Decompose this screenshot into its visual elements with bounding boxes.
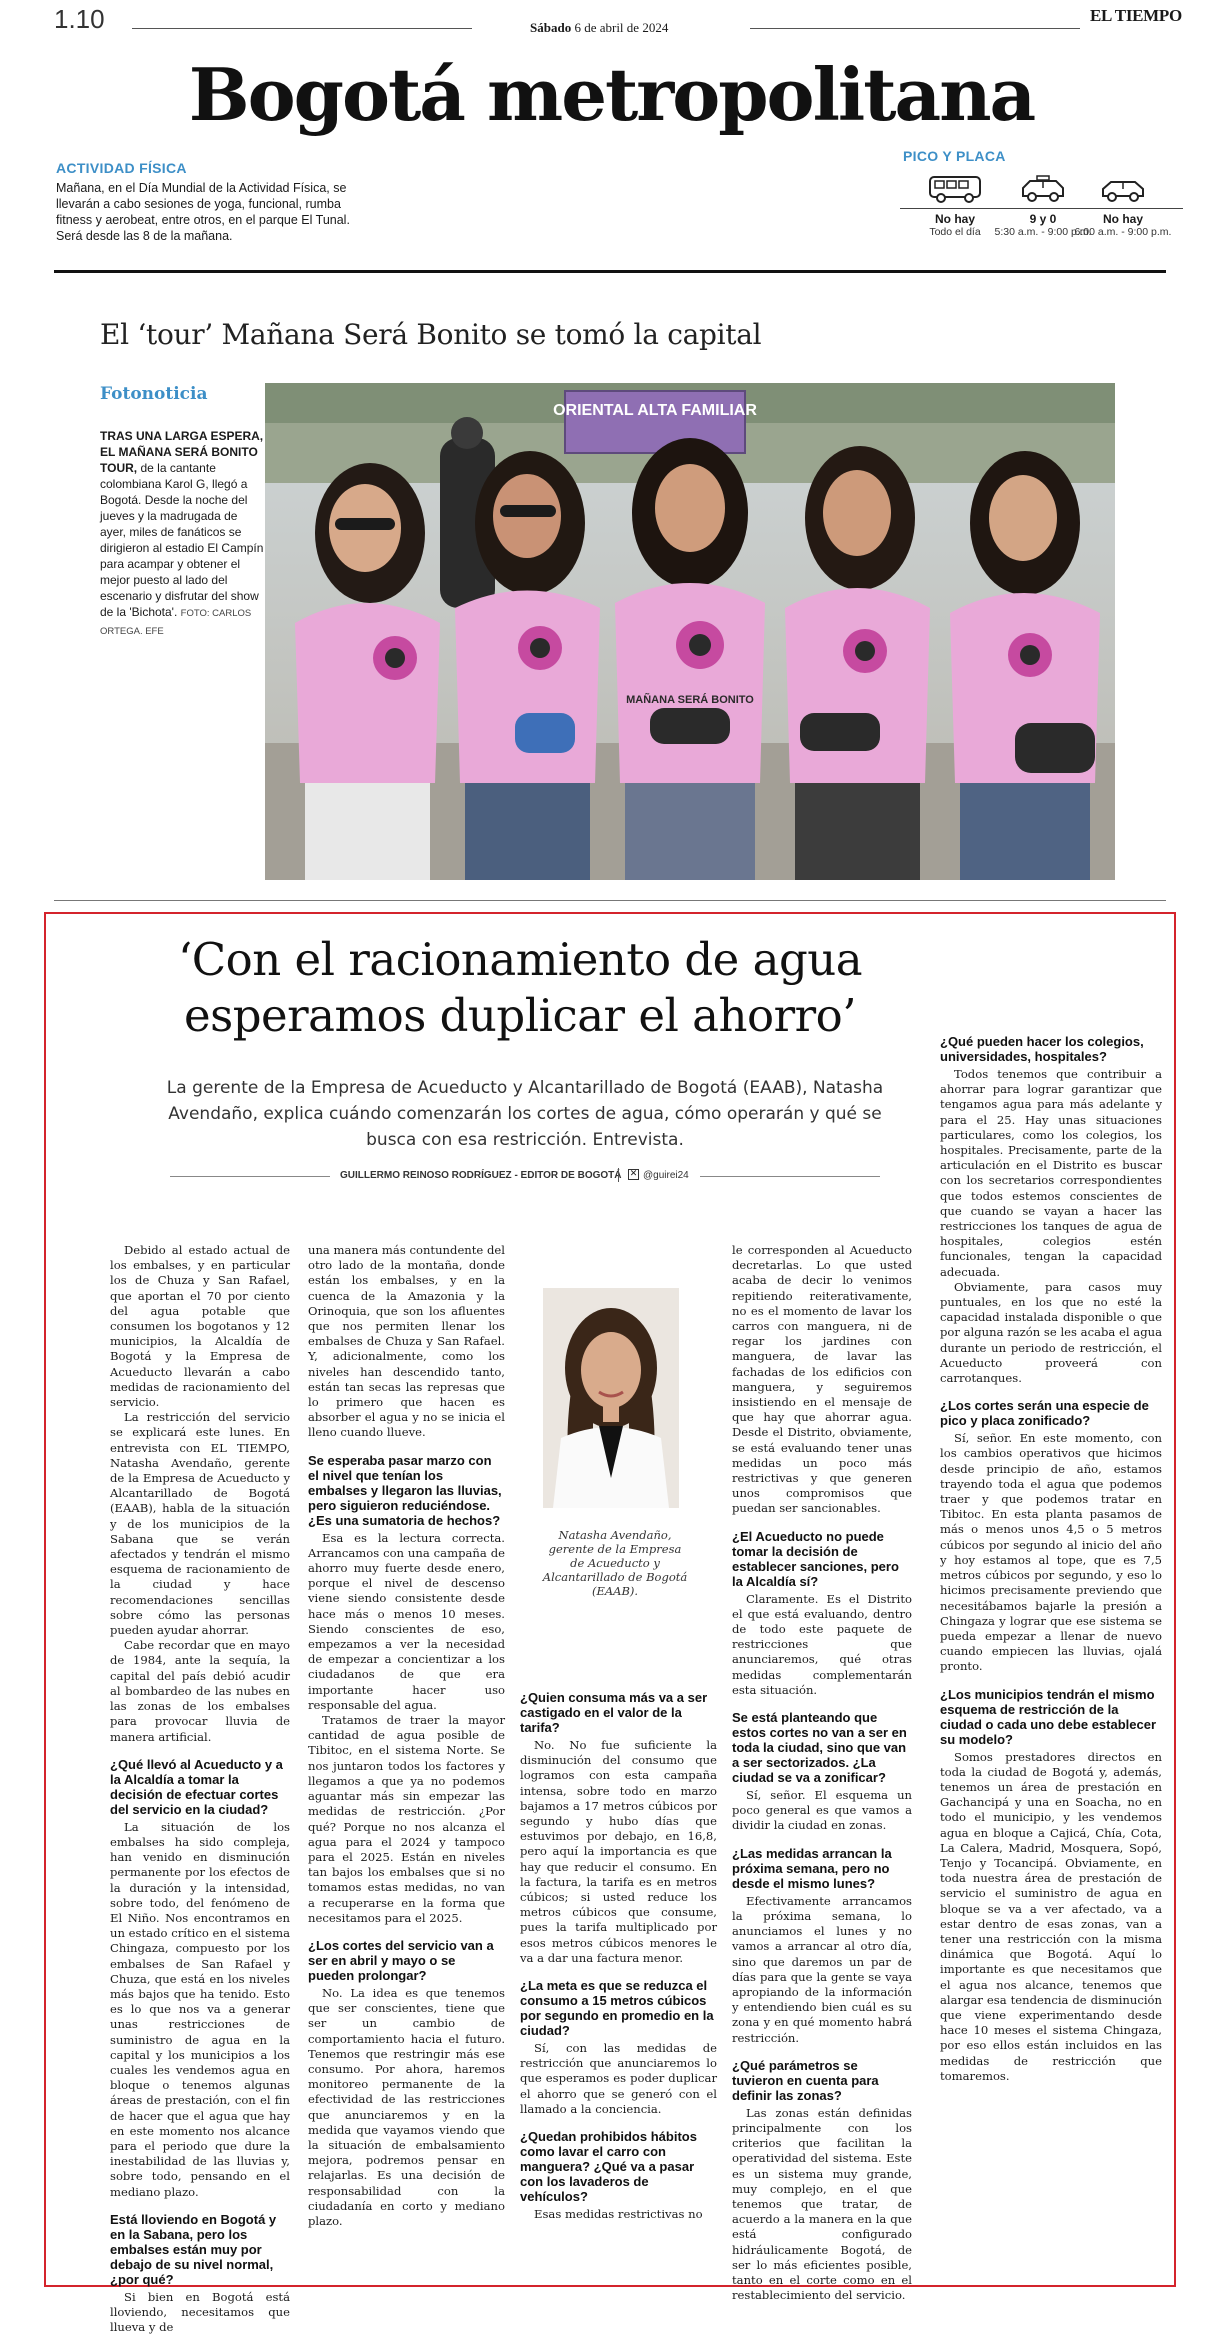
article-column-4	[732, 1243, 912, 2303]
activity-label: ACTIVIDAD FÍSICA	[56, 160, 187, 176]
banner-text	[553, 402, 757, 419]
portrait-photo	[543, 1288, 679, 1508]
pico-placa-value: No hay	[1102, 212, 1143, 226]
article-column-5	[940, 1034, 1162, 2084]
interview-answer: Somos prestadores directos en toda la ciudad de Bogotá y, además, tenemos un área de prestación en Gachancipá y una en Soacha, no en todo el municipio, y les vendemos agua en bloque a Cajicá, Chía, Cota, La Calera, Madrid, Mosquera, Sopó, Tenjo y Tocancipá. Obviamente, en toda nuestra área de prestación de servicio el suministro de agua en bloque se va a ver afectado, va a estar dentro de esas zonas, van a tener una restricción con la misma dinámica que Bogotá. Aquí lo importante es que necesitamos que el agua nos alcance, tenemos que alargar esa tendencia de disminución que viene experimentando desde hace 10 meses el sistema Chingaza, por eso ellos están incluidos en las medidas de restricción que tomaremos.	[940, 1749, 1162, 2083]
interview-answer: La situación de los embalses ha sido compleja, han venido en disminución permanente por los efectos de la duración y la intensidad, sobre todo, del fenómeno de El Niño. Nos encontramos en un estado crítico en el sistema Chingaza, compuesto por los embalses de San Rafael y Chuza, que está en los niveles más bajos que ha tenido. Esto es lo que nos va a generar unas restricciones de suministro de agua en la capital y los municipios a los cuales les vendemos agua en bloque o tenemos algunas áreas de prestación, con el fin de hacer que el agua que hay en este momento nos alcance para el periodo que dure la inestabilidad de las lluvias y, sobre todo, pensando en el mediano plazo.	[110, 1819, 290, 2199]
interview-question: Se está planteando que estos cortes no van a ser en toda la ciudad, sino que van a ser sectorizados. ¿La ciudad se va a zonificar?	[732, 1710, 907, 1786]
portrait-illustration	[543, 1288, 679, 1508]
interview-answer: Tratamos de traer la mayor cantidad de agua posible de Tibitoc, en el sistema Norte. Se nos juntaron todos los factores y llegamos a que ya no podemos aguantar más sin empezar las medidas de restricción. ¿Por qué? Porque no nos alcanza el agua para el 2024 y tampoco para el 2025. Están en niveles tan bajos los embalses que si no tomamos estas medidas, no van a recuperarse en la forma que necesitamos para el 2025.	[308, 1713, 505, 1925]
interview-question: ¿Qué llevó al Acueducto y a la Alcaldía a tomar la decisión de efectuar cortes del servicio en la ciudad?	[110, 1756, 283, 1817]
newspaper-brand: EL TIEMPO	[1090, 6, 1182, 25]
fotonoticia-label: Fotonoticia	[100, 384, 208, 404]
interview-answer: Claramente. Es el Distrito el que está evaluando, dentro de todo este paquete de restricciones que anunciaremos, qué otras medidas complementarán esta situación.	[732, 1591, 912, 1697]
interview-question: Está lloviendo en Bogotá y en la Sabana, pero los embalses están muy por debajo de su nivel normal, ¿por qué?	[110, 2211, 277, 2287]
x-social-icon: ✕	[629, 1169, 638, 1179]
pico-placa-value: 9 y 0	[1029, 212, 1057, 226]
paragraph: Cabe recordar que en mayo de 1984, ante la sequía, la capital del país debió acudir al bombardeo de las nubes en las zonas de los embalses para provocar lluvia de manera artificial.	[110, 1638, 290, 1744]
social-handle: @guirei24	[643, 1170, 689, 1181]
paragraph: le corresponden al Acueducto decretarlas. Lo que usted acaba de decir lo venimos repitiendo reiterativamente, no es el momento de lavar los carros con manguera, ni de regar los jardines con manguera, de lavar las fachadas de los edificios con manguera, y seguiremos insistiendo en el mensaje de que hay que ahorrar agua. Desde el Distrito, obviamente, se está evaluando tener unas medidas un poco más restrictivas y que generen unos compromisos que puedan ser sancionables.	[732, 1243, 912, 1516]
pico-placa-label: PICO Y PLACA	[903, 148, 1006, 164]
interview-question: ¿Qué pueden hacer los colegios, universidades, hospitales?	[940, 1034, 1144, 1064]
photo-credit: FOTO: CARLOS ORTEGA. EFE	[100, 608, 252, 637]
fans-photo	[265, 383, 1115, 880]
photo-caption	[100, 428, 265, 640]
interview-question: Se esperaba pasar marzo con el nivel que tenían los embalses y llegaron las lluvias, pero siguieron reduciéndose. ¿Es una sumatoria de hechos?	[308, 1452, 502, 1528]
photo-story-headline: El ‘tour’ Mañana Será Bonito se tomó la capital	[100, 318, 762, 351]
interview-question: ¿Qué parámetros se tuvieron en cuenta para definir las zonas?	[732, 2057, 879, 2103]
interview-answer: Todos tenemos que contribuir a ahorrar para lograr garantizar que tengamos agua para más adelante y para el 25. Hay unas situaciones particulares, como los colegios, los hospitales. Precisamente, parte de la articulación en el Distrito es buscar con los secretarios correspondientes que todos estemos conscientes de que cuando se vayan a hacer las restricciones los tanques de agua de hospitales, colegios estén funcionales, tengan la capacidad adecuada.	[940, 1067, 1162, 1279]
byline-rule-right	[700, 1176, 880, 1177]
interview-answer: Sí, señor. En este momento, con los cambios operativos que hicimos desde principio de año, estamos trayendo toda el agua que podemos traer y que podemos tratar en Tibitoc. En esta planta pasamos de más o menos unos 4,5 o 5 metros cúbicos por segundo al inicio del año y hoy estamos al tope, que es 7,5 metros cúbicos por segundo, y eso lo hicimos precisamente previendo que necesitábamos bajarle la presión a Chingaza y lograr que ese sistema se pueda empezar a llenar de nuevo cuando empiecen las lluvias, ojalá pronto.	[940, 1431, 1162, 1674]
bus-icon	[927, 174, 983, 204]
interview-question: ¿Quedan prohibidos hábitos como lavar el carro con manguera? ¿Qué va a pasar con los lavaderos de vehículos?	[520, 2129, 697, 2205]
paragraph: una manera más contundente del otro lado de la montaña, donde están los embalses, y en la cuenca de la Amazonia y la Orinoquia, que son los afluentes que nos permiten llenar los embalses de Chuza y San Rafael. Y, adicionalmente, como los niveles han descendido tanto, están tan secas las represas que lo primero que hacen es absorber el agua y no se inicia el lleno cuando llueve.	[308, 1243, 505, 1440]
date-line	[530, 20, 668, 36]
interview-answer: Obviamente, para casos muy puntuales, en los que no esté la capacidad instalada disponible o que por alguna razón se les acaba el agua durante un periodo de restricción, el Acueducto proveerá con carrotanques.	[940, 1279, 1162, 1386]
pico-placa-time: Todo el día	[929, 226, 981, 238]
interview-question: ¿Los cortes serán una especie de pico y placa zonificado?	[940, 1398, 1149, 1429]
interview-question: ¿El Acueducto no puede tomar la decisión de establecer sanciones, pero la Alcaldía sí?	[732, 1528, 899, 1589]
interview-answer: Esa es la lectura correcta. Arrancamos con una campaña de ahorro muy fuerte desde enero, porque el nivel de descenso viene siendo consistente desde hace más o menos 10 meses. Siendo conscientes de eso, empezamos a ver la necesidad de empezar a concientizar a los ciudadanos de que era importante hacer uso responsable del agua.	[308, 1530, 505, 1712]
pico-placa-value: No hay	[934, 212, 975, 226]
interview-answer: Esas medidas restrictivas no	[534, 2207, 703, 2222]
interview-answer: No. No fue suficiente la disminución del consumo que logramos con esta campaña intensa, sobre todo en marzo bajamos a 17 metros cúbicos por segundo y hubo días que estuvimos por debajo, en 16,8, pero aquí la importancia es que hay que reducir el consumo. En la factura, la tarifa es en metros cúbicos; si usted reduce los metros cúbicos que consume, pues la tarifa multiplicado por esos metros cúbicos menores le va a dar una factura menor.	[520, 1738, 717, 1965]
person-3	[615, 438, 765, 880]
interview-question: ¿Las medidas arrancan la próxima semana, pero no desde el mismo lunes?	[732, 1845, 892, 1891]
mid-rule	[54, 900, 1166, 901]
paragraph: Debido al estado actual de los embalses, y en particular los de Chuza y San Rafael, que aportan el 70 por ciento del agua potable que consumen los bogotanos y 12 municipios, la Alcaldía de Bogotá y la Empresa de Acueducto llevarán a cabo medidas de racionamiento del servicio.	[110, 1243, 290, 1410]
person-5	[950, 451, 1100, 880]
person-2	[455, 451, 600, 880]
weekday: Sábado	[530, 20, 572, 35]
fans-photo-illustration	[265, 383, 1115, 880]
pico-placa-item-car	[1063, 174, 1183, 238]
caption-lead: TRAS UNA LARGA ESPERA, EL MAÑANA SERÁ BONITO TOUR,	[100, 429, 264, 475]
pico-placa-time: 6:00 a.m. - 9:00 p.m.	[1074, 226, 1172, 238]
shirt-text-span: MAÑANA SERÁ BONITO	[626, 694, 754, 706]
interview-question: ¿Quien consuma más va a ser castigado en el valor de la tarifa?	[520, 1690, 708, 1735]
section-rule	[54, 270, 1166, 273]
article-title-line-1: ‘Con el racionamiento de agua	[177, 933, 863, 986]
header-rule-right	[750, 28, 1080, 29]
interview-answer: No. La idea es que tenemos que ser conscientes, tiene que ser un cambio de comportamiento hacia el futuro. Tenemos que restringir más ese consumo. Por ahora, haremos monitoreo permanente de la efectividad de las restricciones que anunciaremos y en la medida que vayamos viendo que la situación de embalsamiento mejora, podremos pensar en relajarlas. Es una decisión de responsabilidad con la ciudadanía en corto y mediano plazo.	[308, 1985, 505, 2228]
taxi-icon	[1019, 174, 1067, 204]
activity-text: Mañana, en el Día Mundial de la Actividad Física, se llevarán a cabo sesiones de yoga, funcional, rumba fitness y aerobeat, entre otros, en el parque El Tunal. Será desde las 8 de la mañana.	[56, 181, 350, 243]
byline: GUILLERMO REINOSO RODRÍGUEZ - EDITOR DE BOGOTÁ	[340, 1170, 622, 1181]
article-column-3	[520, 1690, 717, 2222]
interview-question: ¿Los municipios tendrán el mismo esquema de restricción de la ciudad o cada uno debe establecer su modelo?	[940, 1686, 1157, 1747]
car-icon	[1099, 174, 1147, 204]
banner-text-span: ORIENTAL ALTA FAMILIAR	[553, 402, 757, 419]
interview-answer: Sí, con las medidas de restricción que anunciaremos lo que esperamos es poder duplicar el ahorro que se generó con el llamado a la conciencia.	[520, 2041, 717, 2116]
person-1	[295, 463, 440, 880]
article-title-line-2: esperamos duplicar el ahorro’	[183, 989, 857, 1042]
byline-rule-left	[170, 1176, 330, 1177]
interview-answer: Si bien en Bogotá está lloviendo, necesitamos que llueva y de	[110, 2289, 290, 2335]
article-column-2	[308, 1243, 505, 2229]
interview-question: ¿Los cortes del servicio van a ser en abril y mayo o se pueden prolongar?	[308, 1937, 494, 1983]
page-number: 1.10	[54, 4, 105, 34]
interview-answer: Sí, señor. El esquema un poco general es que vamos a dividir la ciudad en zonas.	[732, 1788, 912, 1833]
pico-placa-time: 5:30 a.m. - 9:00 p.m.	[994, 226, 1092, 238]
header-rule-left	[132, 28, 472, 29]
caption-body: de la cantante colombiana Karol G, llegó a Bogotá. Desde la noche del jueves y la madrugada de ayer, miles de fanáticos se dirigieron al estadio El Campín para acampar y obtener el mejor puesto al lado del escenario y disfrutar del show de la 'Bichota'.	[100, 461, 264, 619]
portrait-caption: Natasha Avendaño, gerente de la Empresa de Acueducto y Alcantarillado de Bogotá (EAAB).	[542, 1528, 688, 1598]
section-title: Bogotá metropolitana	[188, 52, 1035, 137]
interview-answer: Efectivamente arrancamos la próxima semana, lo anunciamos el lunes y no vamos a arrancar al otro día, sino que daremos un par de días para que la gente se vaya apropiando de la información y entendiendo bien cuál es su zona y en qué momento habrá restricción.	[732, 1893, 912, 2045]
byline-separator	[618, 1168, 619, 1182]
shirt-text	[626, 693, 754, 706]
interview-answer: Las zonas están definidas principalmente con los criterios que facilitan la operatividad del sistema. Este es un sistema muy grande, muy complejo, en el que tenemos que tratar, de acuerdo a la manera en la que está configurado hidráulicamente Bogotá, de ser lo más eficientes posible, tanto en el corte como en el restablecimiento del servicio.	[732, 2105, 912, 2303]
interview-question: ¿La meta es que se reduzca el consumo a 15 metros cúbicos por segundo en promedio en la ciudad?	[520, 1978, 714, 2039]
paragraph: La restricción del servicio se explicará este lunes. En entrevista con EL TIEMPO, Natasha Avendaño, gerente de la Empresa de Acueducto y Alcantarillado de Bogotá (EAAB), habla de la situación y de los municipios de la Sabana que se verán afectados y tendrán el mismo esquema de racionamiento de la ciudad y hace recomendaciones sencillas sobre cómo las personas pueden ayudar ahorrar.	[110, 1410, 290, 1638]
article-column-1	[110, 1243, 290, 2335]
article-title	[110, 932, 930, 1044]
article-deck: La gerente de la Empresa de Acueducto y Alcantarillado de Bogotá (EAAB), Natasha Avendaño, explica cuándo comenzarán los cortes de agua, cómo operarán y qué se busca con esa restricción. Entrevista.	[166, 1078, 884, 1150]
person-4	[785, 446, 930, 880]
date: 6 de abril de 2024	[574, 20, 669, 35]
